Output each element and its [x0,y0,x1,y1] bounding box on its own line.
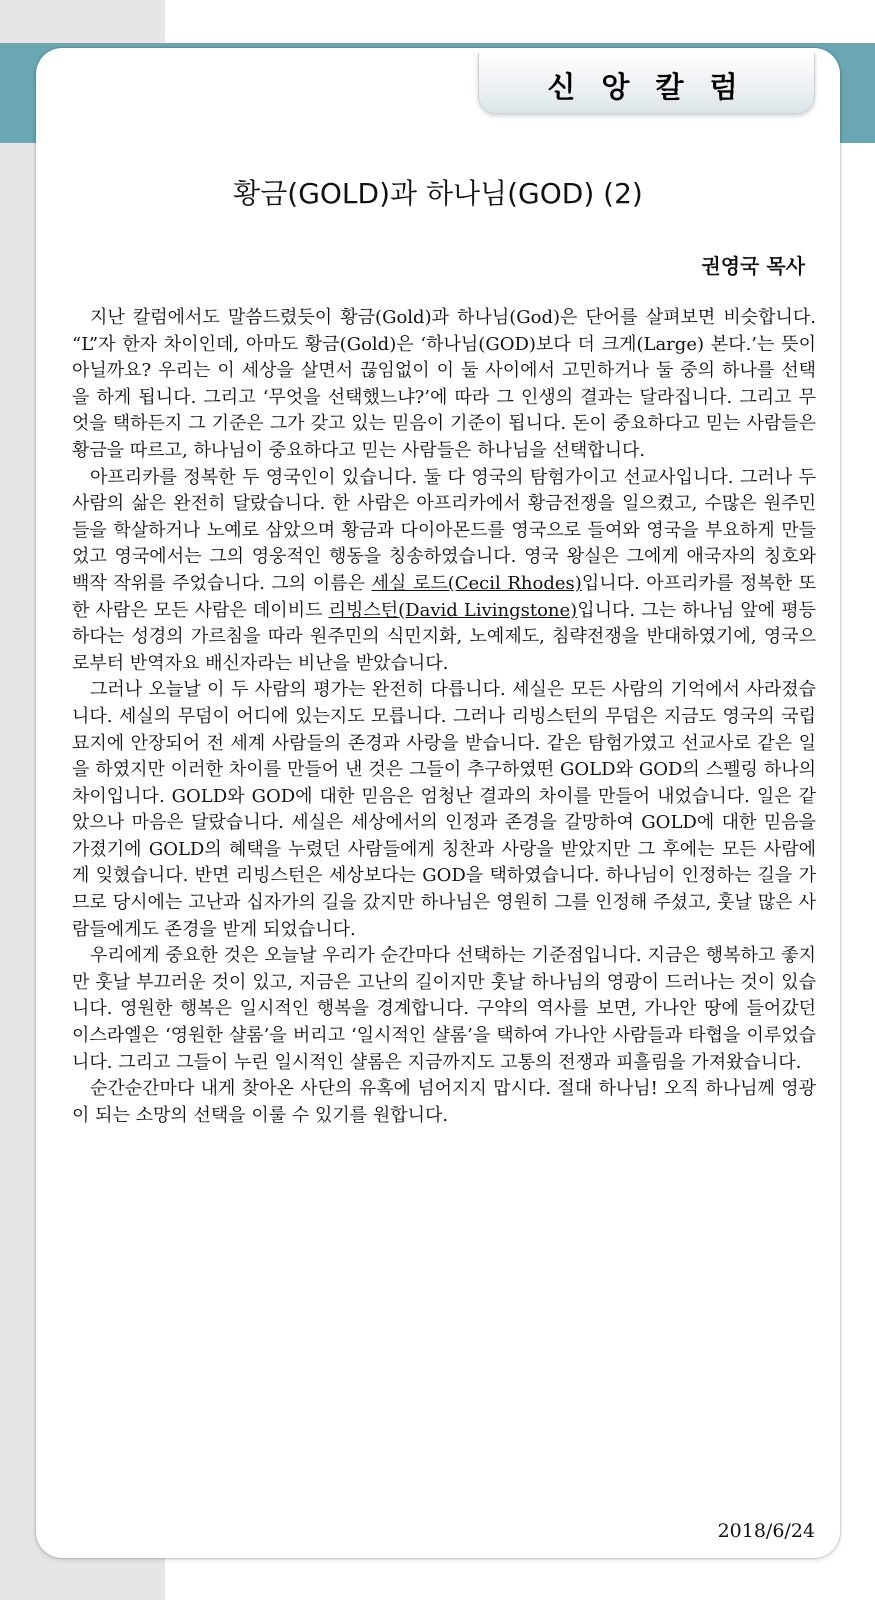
paragraph-2 [72,465,816,678]
article-date: 2018/6/24 [717,1520,815,1542]
paragraph-4: 우리에게 중요한 것은 오늘날 우리가 순간마다 선택하는 기준점입니다. 지금은 행복하고 좋지만 훗날 부끄러운 것이 있고, 지금은 고난의 길이지만 훗날 하나님의 영광이 드러나는 것이 있습니다. 영원한 행복은 일시적인 행복을 경계합니다. 구약의 역사를 보면, 가나안 땅에 들어갔던 이스라엘은 ‘영원한 샬롬’을 버리고 ‘일시적인 샬롬’을 택하여 가나안 사람들과 타협을 이루었습니다. 그리고 그들이 누린 일시적인 샬롬은 지금까지도 고통의 전쟁과 피흘림을 가져왔습니다. [72,945,816,1073]
article-body [72,305,816,1129]
article-title: 황금(GOLD)과 하나님(GOD) (2) [233,177,643,210]
section-title: 신 앙 칼 럼 [547,70,746,104]
cecil-rhodes-name: 세실 로드(Cecil Rhodes) [371,572,582,594]
author-name: 권영국 목사 [701,254,805,278]
paragraph-3: 그러나 오늘날 이 두 사람의 평가는 완전히 다릅니다. 세실은 모든 사람의 기억에서 사라졌습니다. 세실의 무덤이 어디에 있는지도 모릅니다. 그러나 리빙스턴의 무덤은 지금도 영국의 국립묘지에 안장되어 전 세계 사람들의 존경과 사랑을 받습니다. 같은 탐험가였고 선교사로 같은 일을 하였지만 이러한 차이를 만들어 낸 것은 그들이 추구하였떤 GOLD와 GOD의 스펠링 하나의 차이입니다. GOLD와 GOD에 대한 믿음은 엄청난 결과의 차이를 만들어 내었습니다. 일은 같았으나 마음은 달랐습니다. 세실은 세상에서의 인정과 존경을 갈망하여 GOLD에 대한 믿음을 가졌기에 GOLD의 혜택을 누렸던 사람들에게 칭찬과 사랑을 받았지만 그 후에는 모든 사람에게 잊혔습니다. 반면 리빙스턴은 세상보다는 GOD을 택하였습니다. 하나님이 인정하는 길을 가므로 당시에는 고난과 십자가의 길을 갔지만 하나님은 영원히 그를 인정해 주셨고, 훗날 많은 사람들에게도 존경을 받게 되었습니다. [72,679,816,940]
paragraph-2-part-c: 입니다. 그는 하나님 앞에 평등하다는 성경의 가르침을 따라 원주민의 식민지화, 노예제도, 침략전쟁을 반대하였기에, 영국으로부터 반역자요 배신자라는 비난을 받았습니다. [72,599,817,674]
david-livingstone-name: 리빙스턴(David Livingstone) [328,599,578,621]
paragraph-1: 지난 칼럼에서도 말씀드렸듯이 황금(Gold)과 하나님(God)은 단어를 살펴보면 비슷합니다. “L”자 한자 차이인데, 아마도 황금(Gold)은 ‘하나님(GOD)보다 더 크게(Large) 본다.’는 뜻이 아닐까요? 우리는 이 세상을 살면서 끊임없이 이 둘 사이에서 고민하거나 둘 중의 하나를 선택을 하게 됩니다. 그리고 ‘무엇을 선택했느냐?’에 따라 그 인생의 결과는 달라집니다. 그리고 무엇을 택하든지 그 기준은 그가 갖고 있는 믿음이 기준이 됩니다. 돈이 중요하다고 믿는 사람들은 황금을 따르고, 하나님이 중요하다고 믿는 사람들은 하나님을 선택합니다. [72,307,816,461]
paragraph-2-part-b: 입니다. 아프리카를 정복한 또 한 사람은 모든 사람은 데이비드 [72,572,817,621]
paragraph-5: 순간순간마다 내게 찾아온 사단의 유혹에 넘어지지 맙시다. 절대 하나님! 오직 하나님께 영광이 되는 소망의 선택을 이룰 수 있기를 원합니다. [72,1078,816,1126]
section-tab [478,53,815,114]
paragraph-2-part-a: 아프리카를 정복한 두 영국인이 있습니다. 둘 다 영국의 탐험가이고 선교사입니다. 그러나 두 사람의 삶은 완전히 달랐습니다. 한 사람은 아프리카에서 황금전쟁을 일으켰고, 수많은 원주민들을 학살하거나 노예로 삼았으며 황금과 다이아몬드를 영국으로 들여와 영국을 부요하게 만들었고 영국에서는 그의 영웅적인 행동을 칭송하였습니다. 영국 왕실은 그에게 애국자의 칭호와 백작 작위를 주었습니다. 그의 이름은 [72,466,816,594]
